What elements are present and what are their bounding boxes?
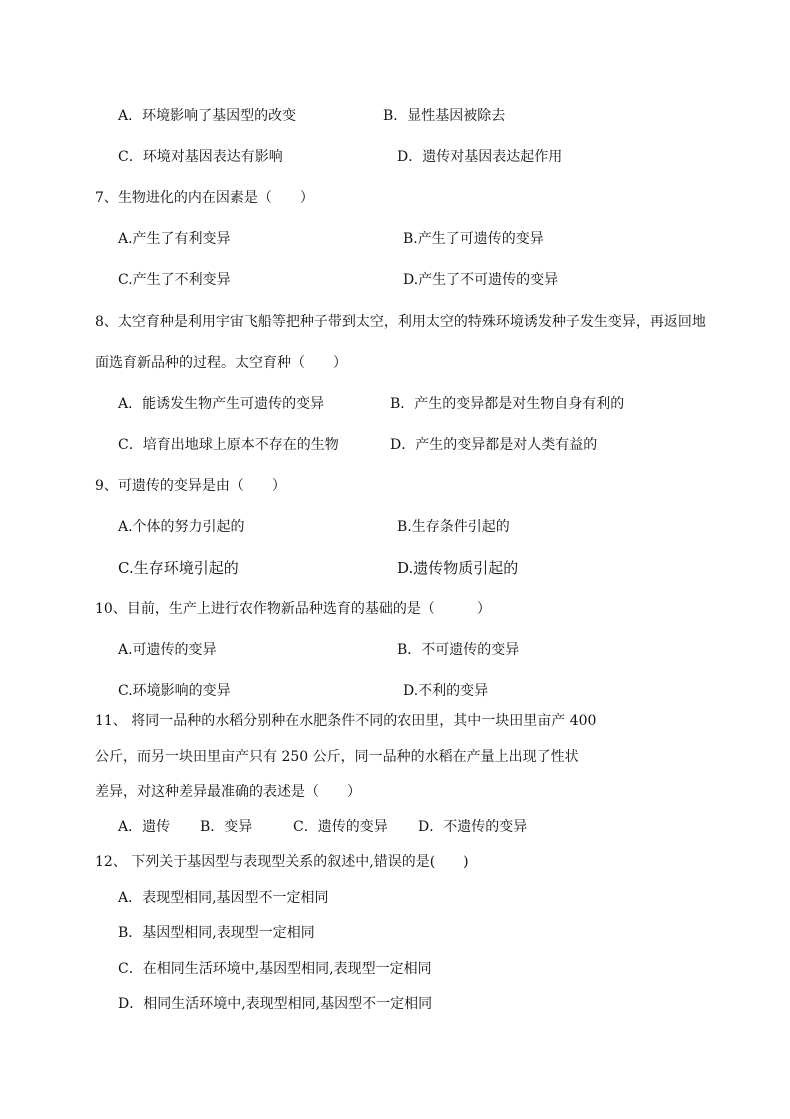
q11-option-a: A．遗传 <box>118 819 171 835</box>
q12-option-b: B．基因型相同,表现型一定相同 <box>118 925 315 941</box>
q10-option-a: A.可遗传的变异 <box>118 642 217 658</box>
q9-option-c: C.生存环境引起的 <box>118 559 239 577</box>
q7-option-b: B.产生了可遗传的变异 <box>403 231 544 247</box>
q10-option-b: B．不可遗传的变异 <box>397 642 520 658</box>
q11-stem-line-1: 11、 将同一品种的水稻分别种在水肥条件不同的农田里，其中一块田里亩产 400 <box>95 713 597 729</box>
q8-option-c: C．培育出地球上原本不存在的生物 <box>118 437 339 453</box>
q6-option-d: D．遗传对基因表达起作用 <box>397 149 563 165</box>
q10-option-c: C.环境影响的变异 <box>118 683 231 699</box>
q9-option-d: D.遗传物质引起的 <box>397 559 519 577</box>
q12-option-a: A．表现型相同,基因型不一定相同 <box>118 890 329 906</box>
q8-stem-line-1: 8、太空育种是利用宇宙飞船等把种子带到太空，利用太空的特殊环境诱发种子发生变异，再返回地 <box>95 314 706 330</box>
q9-stem: 9、可遗传的变异是由（ ） <box>95 478 286 494</box>
q11-stem-line-3: 差异，对这种差异最准确的表述是（ ） <box>95 784 361 800</box>
q11-stem-line-2: 公斤，而另一块田里亩产只有 250 公斤，同一品种的水稻在产量上出现了性状 <box>95 749 579 765</box>
q7-stem: 7、生物进化的内在因素是（ ） <box>95 190 314 206</box>
q8-option-d: D．产生的变异都是对人类有益的 <box>390 437 598 453</box>
q11-option-b: B．变异 <box>200 819 253 835</box>
q7-option-a: A.产生了有利变异 <box>118 231 231 247</box>
q10-option-d: D.不利的变异 <box>403 683 489 699</box>
q8-option-a: A．能诱发生物产生可遗传的变异 <box>118 396 325 412</box>
q6-option-b: B．显性基因被除去 <box>383 108 506 124</box>
q10-stem: 10、目前，生产上进行农作物新品种选育的基础的是（ ） <box>95 601 491 617</box>
q11-option-d: D．不遗传的变异 <box>418 819 528 835</box>
q8-option-b: B．产生的变异都是对生物自身有利的 <box>390 396 625 412</box>
q12-option-d: D．相同生活环境中,表现型相同,基因型不一定相同 <box>118 996 433 1012</box>
q12-stem: 12、 下列关于基因型与表现型关系的叙述中,错误的是( ) <box>95 854 469 870</box>
q9-option-b: B.生存条件引起的 <box>397 519 510 535</box>
q6-option-c: C．环境对基因表达有影响 <box>118 149 283 165</box>
q7-option-c: C.产生了不利变异 <box>118 272 231 288</box>
q8-stem-line-2: 面选育新品种的过程。太空育种（ ） <box>95 355 347 371</box>
q7-option-d: D.产生了不可遗传的变异 <box>403 272 559 288</box>
q11-option-c: C．遗传的变异 <box>293 819 388 835</box>
q9-option-a: A.个体的努力引起的 <box>118 519 245 535</box>
q6-option-a: A．环境影响了基因型的改变 <box>118 108 297 124</box>
q12-option-c: C．在相同生活环境中,基因型相同,表现型一定相同 <box>118 961 432 977</box>
